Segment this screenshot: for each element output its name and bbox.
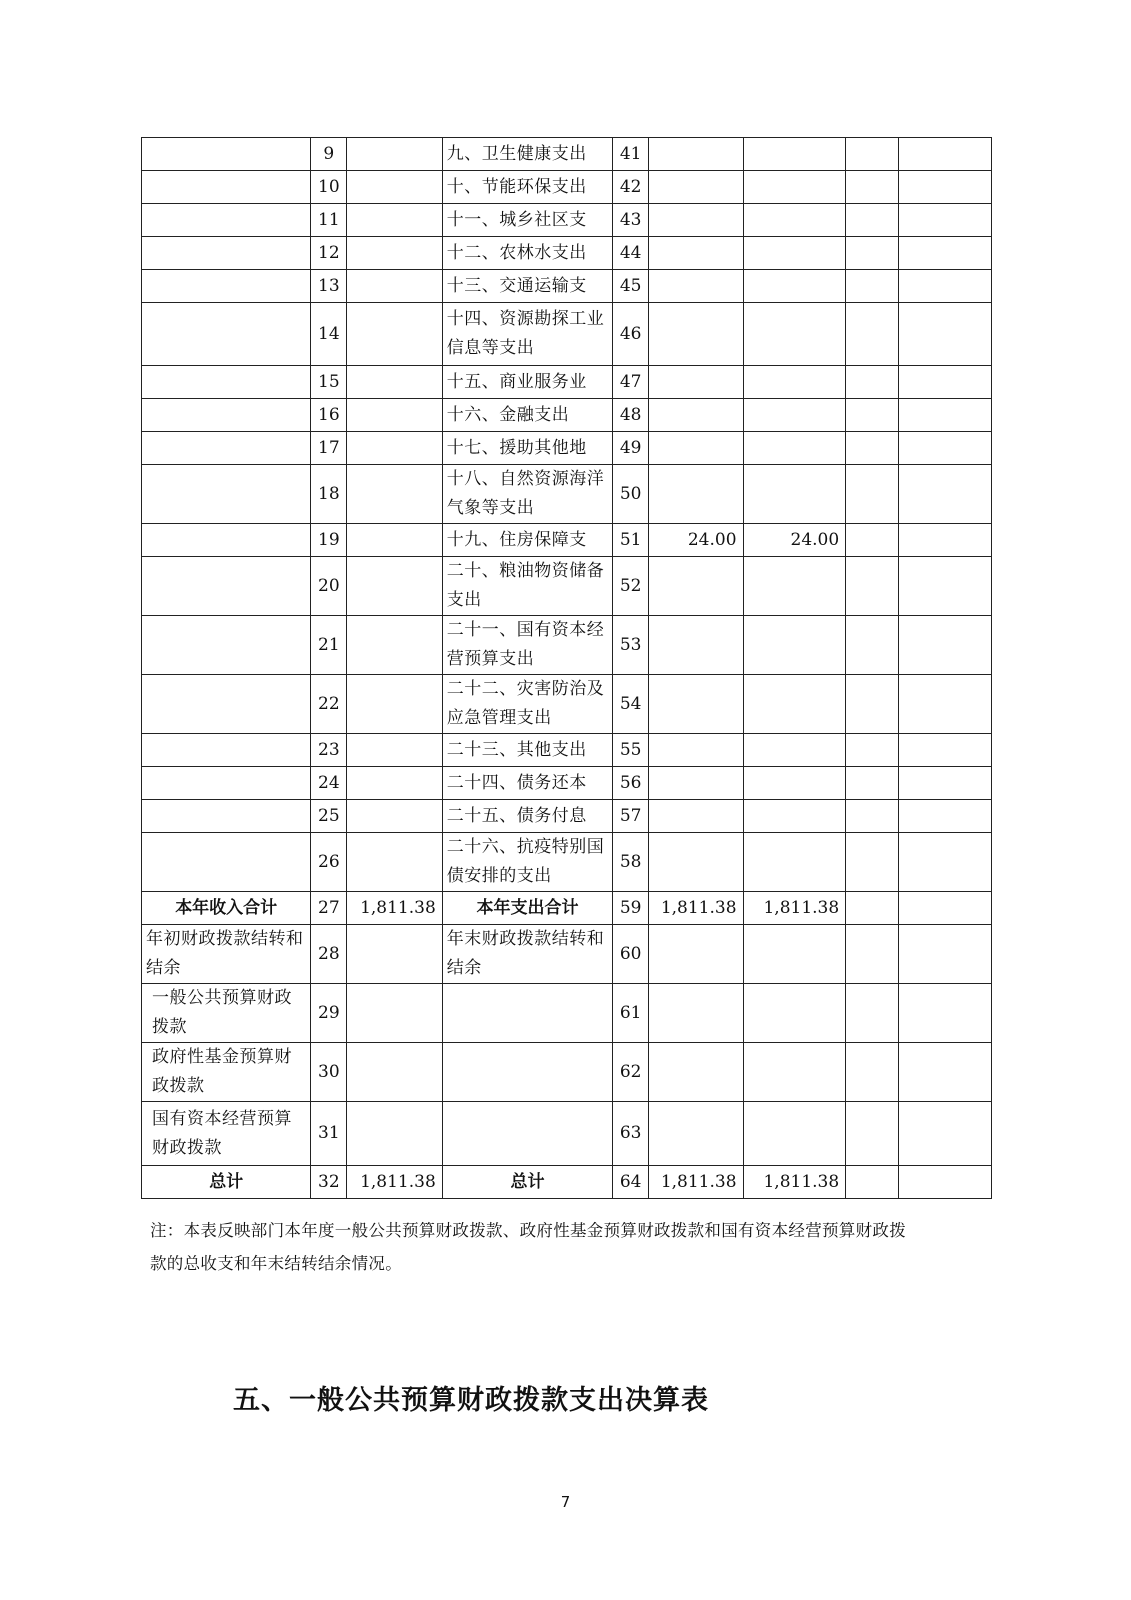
table-row [142, 399, 992, 432]
total-amount-cell: 1,811.38 [649, 1166, 743, 1199]
income-item-cell [142, 399, 311, 432]
income-line-cell: 24 [311, 767, 347, 800]
expense-item-cell: 二十六、抗疫特别国债安排的支出 [442, 833, 612, 892]
income-item-cell [142, 675, 311, 734]
total-amount-cell [649, 366, 743, 399]
table-row [142, 616, 992, 675]
income-line-cell: 31 [311, 1102, 347, 1166]
income-line-cell: 28 [311, 925, 347, 984]
expense-item-cell: 十、节能环保支出 [442, 171, 612, 204]
income-item-cell [142, 366, 311, 399]
expense-line-cell: 62 [613, 1043, 649, 1102]
gov-fund-amount-cell [846, 892, 898, 925]
total-amount-cell [649, 1102, 743, 1166]
general-budget-amount-cell [743, 399, 846, 432]
state-capital-amount-cell [898, 767, 991, 800]
expense-line-cell: 58 [613, 833, 649, 892]
expense-item-cell: 二十二、灾害防治及应急管理支出 [442, 675, 612, 734]
expense-line-cell: 41 [613, 138, 649, 171]
total-amount-cell [649, 800, 743, 833]
state-capital-amount-cell [898, 925, 991, 984]
table-row [142, 303, 992, 366]
general-budget-amount-cell [743, 557, 846, 616]
income-item-cell [142, 734, 311, 767]
income-line-cell: 20 [311, 557, 347, 616]
income-amount-cell [347, 524, 442, 557]
gov-fund-amount-cell [846, 237, 898, 270]
page-number: 7 [560, 1493, 571, 1511]
total-amount-cell [649, 237, 743, 270]
gov-fund-amount-cell [846, 557, 898, 616]
expense-line-cell: 61 [613, 984, 649, 1043]
income-line-cell: 21 [311, 616, 347, 675]
expense-line-cell: 44 [613, 237, 649, 270]
expense-item-cell [442, 1102, 612, 1166]
income-item-cell [142, 833, 311, 892]
table-row [142, 892, 992, 925]
income-item-cell [142, 303, 311, 366]
state-capital-amount-cell [898, 432, 991, 465]
income-item-cell: 年初财政拨款结转和结余 [142, 925, 311, 984]
income-item-cell: 国有资本经营预算财政拨款 [142, 1102, 311, 1166]
state-capital-amount-cell [898, 616, 991, 675]
total-amount-cell [649, 138, 743, 171]
income-line-cell: 14 [311, 303, 347, 366]
gov-fund-amount-cell [846, 432, 898, 465]
gov-fund-amount-cell [846, 675, 898, 734]
expense-item-cell: 十六、金融支出 [442, 399, 612, 432]
total-amount-cell [649, 204, 743, 237]
income-line-cell: 17 [311, 432, 347, 465]
expense-line-cell: 45 [613, 270, 649, 303]
expense-line-cell: 60 [613, 925, 649, 984]
state-capital-amount-cell [898, 270, 991, 303]
section-heading: 五、一般公共预算财政拨款支出决算表 [233, 1385, 709, 1416]
general-budget-amount-cell [743, 303, 846, 366]
state-capital-amount-cell [898, 465, 991, 524]
gov-fund-amount-cell [846, 1166, 898, 1199]
gov-fund-amount-cell [846, 984, 898, 1043]
expense-item-cell: 二十五、债务付息 [442, 800, 612, 833]
table-row [142, 171, 992, 204]
expense-line-cell: 53 [613, 616, 649, 675]
total-amount-cell [649, 616, 743, 675]
expense-item-cell: 九、卫生健康支出 [442, 138, 612, 171]
income-line-cell: 23 [311, 734, 347, 767]
income-item-cell [142, 432, 311, 465]
expense-line-cell: 47 [613, 366, 649, 399]
table-row [142, 734, 992, 767]
income-line-cell: 11 [311, 204, 347, 237]
income-line-cell: 32 [311, 1166, 347, 1199]
gov-fund-amount-cell [846, 270, 898, 303]
expense-item-cell: 二十一、国有资本经营预算支出 [442, 616, 612, 675]
state-capital-amount-cell [898, 303, 991, 366]
expense-item-cell: 十三、交通运输支 [442, 270, 612, 303]
expense-item-cell: 十二、农林水支出 [442, 237, 612, 270]
expense-item-cell: 十九、住房保障支 [442, 524, 612, 557]
table-row [142, 1166, 992, 1199]
expense-line-cell: 63 [613, 1102, 649, 1166]
gov-fund-amount-cell [846, 1102, 898, 1166]
expense-line-cell: 59 [613, 892, 649, 925]
state-capital-amount-cell [898, 833, 991, 892]
state-capital-amount-cell [898, 524, 991, 557]
expense-item-cell: 年末财政拨款结转和结余 [442, 925, 612, 984]
general-budget-amount-cell [743, 465, 846, 524]
gov-fund-amount-cell [846, 303, 898, 366]
general-budget-amount-cell [743, 800, 846, 833]
state-capital-amount-cell [898, 984, 991, 1043]
total-amount-cell [649, 270, 743, 303]
expense-line-cell: 64 [613, 1166, 649, 1199]
expense-line-cell: 55 [613, 734, 649, 767]
income-amount-cell [347, 800, 442, 833]
gov-fund-amount-cell [846, 465, 898, 524]
expense-line-cell: 52 [613, 557, 649, 616]
income-item-cell [142, 800, 311, 833]
total-amount-cell [649, 557, 743, 616]
gov-fund-amount-cell [846, 833, 898, 892]
state-capital-amount-cell [898, 204, 991, 237]
gov-fund-amount-cell [846, 399, 898, 432]
expense-item-cell [442, 1043, 612, 1102]
general-budget-amount-cell [743, 984, 846, 1043]
state-capital-amount-cell [898, 366, 991, 399]
income-amount-cell: 1,811.38 [347, 892, 442, 925]
total-amount-cell: 1,811.38 [649, 892, 743, 925]
income-line-cell: 29 [311, 984, 347, 1043]
income-amount-cell [347, 734, 442, 767]
gov-fund-amount-cell [846, 1043, 898, 1102]
income-line-cell: 15 [311, 366, 347, 399]
total-amount-cell [649, 171, 743, 204]
expense-item-cell: 十七、援助其他地 [442, 432, 612, 465]
general-budget-amount-cell [743, 833, 846, 892]
general-budget-amount-cell [743, 270, 846, 303]
state-capital-amount-cell [898, 1166, 991, 1199]
income-line-cell: 13 [311, 270, 347, 303]
income-amount-cell [347, 675, 442, 734]
income-line-cell: 18 [311, 465, 347, 524]
total-amount-cell [649, 303, 743, 366]
total-amount-cell [649, 734, 743, 767]
general-budget-amount-cell [743, 925, 846, 984]
income-amount-cell [347, 171, 442, 204]
income-amount-cell [347, 984, 442, 1043]
income-amount-cell [347, 138, 442, 171]
table-row [142, 270, 992, 303]
income-item-cell [142, 465, 311, 524]
expense-line-cell: 48 [613, 399, 649, 432]
general-budget-amount-cell [743, 366, 846, 399]
expense-line-cell: 51 [613, 524, 649, 557]
gov-fund-amount-cell [846, 767, 898, 800]
gov-fund-amount-cell [846, 204, 898, 237]
state-capital-amount-cell [898, 1043, 991, 1102]
expense-line-cell: 46 [613, 303, 649, 366]
general-budget-amount-cell: 24.00 [743, 524, 846, 557]
income-item-cell [142, 138, 311, 171]
total-amount-cell [649, 925, 743, 984]
general-budget-amount-cell [743, 204, 846, 237]
general-budget-amount-cell [743, 171, 846, 204]
income-item-cell: 本年收入合计 [142, 892, 311, 925]
table-row [142, 1043, 992, 1102]
general-budget-amount-cell [743, 1102, 846, 1166]
table-row [142, 432, 992, 465]
table-row [142, 767, 992, 800]
general-budget-amount-cell [743, 237, 846, 270]
expense-item-cell: 十四、资源勘探工业信息等支出 [442, 303, 612, 366]
expense-item-cell: 十八、自然资源海洋气象等支出 [442, 465, 612, 524]
income-item-cell [142, 557, 311, 616]
income-line-cell: 26 [311, 833, 347, 892]
income-amount-cell [347, 557, 442, 616]
expense-item-cell: 十五、商业服务业 [442, 366, 612, 399]
expense-item-cell: 本年支出合计 [442, 892, 612, 925]
income-amount-cell [347, 303, 442, 366]
general-budget-amount-cell: 1,811.38 [743, 892, 846, 925]
income-line-cell: 12 [311, 237, 347, 270]
general-budget-amount-cell [743, 734, 846, 767]
table-row [142, 925, 992, 984]
table-row [142, 557, 992, 616]
expense-item-cell: 总计 [442, 1166, 612, 1199]
table-note: 注：本表反映部门本年度一般公共预算财政拨款、政府性基金预算财政拨款和国有资本经营预算财政拨款的总收支和年末结转结余情况。 [150, 1221, 906, 1273]
income-item-cell [142, 270, 311, 303]
expense-item-cell [442, 984, 612, 1043]
income-line-cell: 16 [311, 399, 347, 432]
state-capital-amount-cell [898, 1102, 991, 1166]
expense-item-cell: 十一、城乡社区支 [442, 204, 612, 237]
income-amount-cell [347, 925, 442, 984]
state-capital-amount-cell [898, 800, 991, 833]
state-capital-amount-cell [898, 237, 991, 270]
state-capital-amount-cell [898, 138, 991, 171]
table-row [142, 675, 992, 734]
table-row [142, 237, 992, 270]
income-line-cell: 19 [311, 524, 347, 557]
expense-line-cell: 43 [613, 204, 649, 237]
gov-fund-amount-cell [846, 366, 898, 399]
income-amount-cell [347, 237, 442, 270]
gov-fund-amount-cell [846, 734, 898, 767]
expense-line-cell: 56 [613, 767, 649, 800]
gov-fund-amount-cell [846, 524, 898, 557]
general-budget-amount-cell [743, 616, 846, 675]
expense-line-cell: 54 [613, 675, 649, 734]
total-amount-cell [649, 675, 743, 734]
income-amount-cell [347, 1102, 442, 1166]
total-amount-cell [649, 767, 743, 800]
income-amount-cell [347, 399, 442, 432]
income-item-cell [142, 204, 311, 237]
gov-fund-amount-cell [846, 138, 898, 171]
gov-fund-amount-cell [846, 925, 898, 984]
expense-line-cell: 50 [613, 465, 649, 524]
general-budget-amount-cell [743, 1043, 846, 1102]
income-amount-cell [347, 833, 442, 892]
expense-item-cell: 二十四、债务还本 [442, 767, 612, 800]
state-capital-amount-cell [898, 557, 991, 616]
table-row [142, 204, 992, 237]
table-row [142, 1102, 992, 1166]
income-line-cell: 27 [311, 892, 347, 925]
gov-fund-amount-cell [846, 171, 898, 204]
state-capital-amount-cell [898, 171, 991, 204]
table-row [142, 366, 992, 399]
general-budget-amount-cell [743, 675, 846, 734]
income-line-cell: 30 [311, 1043, 347, 1102]
table-row [142, 138, 992, 171]
income-amount-cell [347, 1043, 442, 1102]
gov-fund-amount-cell [846, 616, 898, 675]
expense-line-cell: 49 [613, 432, 649, 465]
table-row [142, 984, 992, 1043]
table-row [142, 524, 992, 557]
income-amount-cell [347, 465, 442, 524]
income-amount-cell [347, 432, 442, 465]
income-item-cell [142, 616, 311, 675]
table-row [142, 465, 992, 524]
state-capital-amount-cell [898, 399, 991, 432]
income-amount-cell [347, 616, 442, 675]
income-line-cell: 9 [311, 138, 347, 171]
income-item-cell [142, 524, 311, 557]
expense-line-cell: 42 [613, 171, 649, 204]
budget-table [141, 137, 992, 1199]
table-row [142, 833, 992, 892]
income-item-cell: 一般公共预算财政拨款 [142, 984, 311, 1043]
income-amount-cell: 1,811.38 [347, 1166, 442, 1199]
total-amount-cell [649, 399, 743, 432]
state-capital-amount-cell [898, 675, 991, 734]
total-amount-cell [649, 465, 743, 524]
income-line-cell: 25 [311, 800, 347, 833]
income-line-cell: 22 [311, 675, 347, 734]
state-capital-amount-cell [898, 734, 991, 767]
income-item-cell [142, 171, 311, 204]
general-budget-amount-cell [743, 432, 846, 465]
income-item-cell: 政府性基金预算财政拨款 [142, 1043, 311, 1102]
general-budget-amount-cell: 1,811.38 [743, 1166, 846, 1199]
income-amount-cell [347, 204, 442, 237]
state-capital-amount-cell [898, 892, 991, 925]
table-row [142, 800, 992, 833]
income-line-cell: 10 [311, 171, 347, 204]
income-item-cell [142, 767, 311, 800]
income-item-cell [142, 237, 311, 270]
general-budget-amount-cell [743, 767, 846, 800]
general-budget-amount-cell [743, 138, 846, 171]
income-item-cell: 总计 [142, 1166, 311, 1199]
income-amount-cell [347, 366, 442, 399]
total-amount-cell: 24.00 [649, 524, 743, 557]
total-amount-cell [649, 984, 743, 1043]
total-amount-cell [649, 833, 743, 892]
expense-line-cell: 57 [613, 800, 649, 833]
expense-item-cell: 二十三、其他支出 [442, 734, 612, 767]
total-amount-cell [649, 1043, 743, 1102]
expense-item-cell: 二十、粮油物资储备支出 [442, 557, 612, 616]
income-amount-cell [347, 270, 442, 303]
gov-fund-amount-cell [846, 800, 898, 833]
total-amount-cell [649, 432, 743, 465]
income-amount-cell [347, 767, 442, 800]
